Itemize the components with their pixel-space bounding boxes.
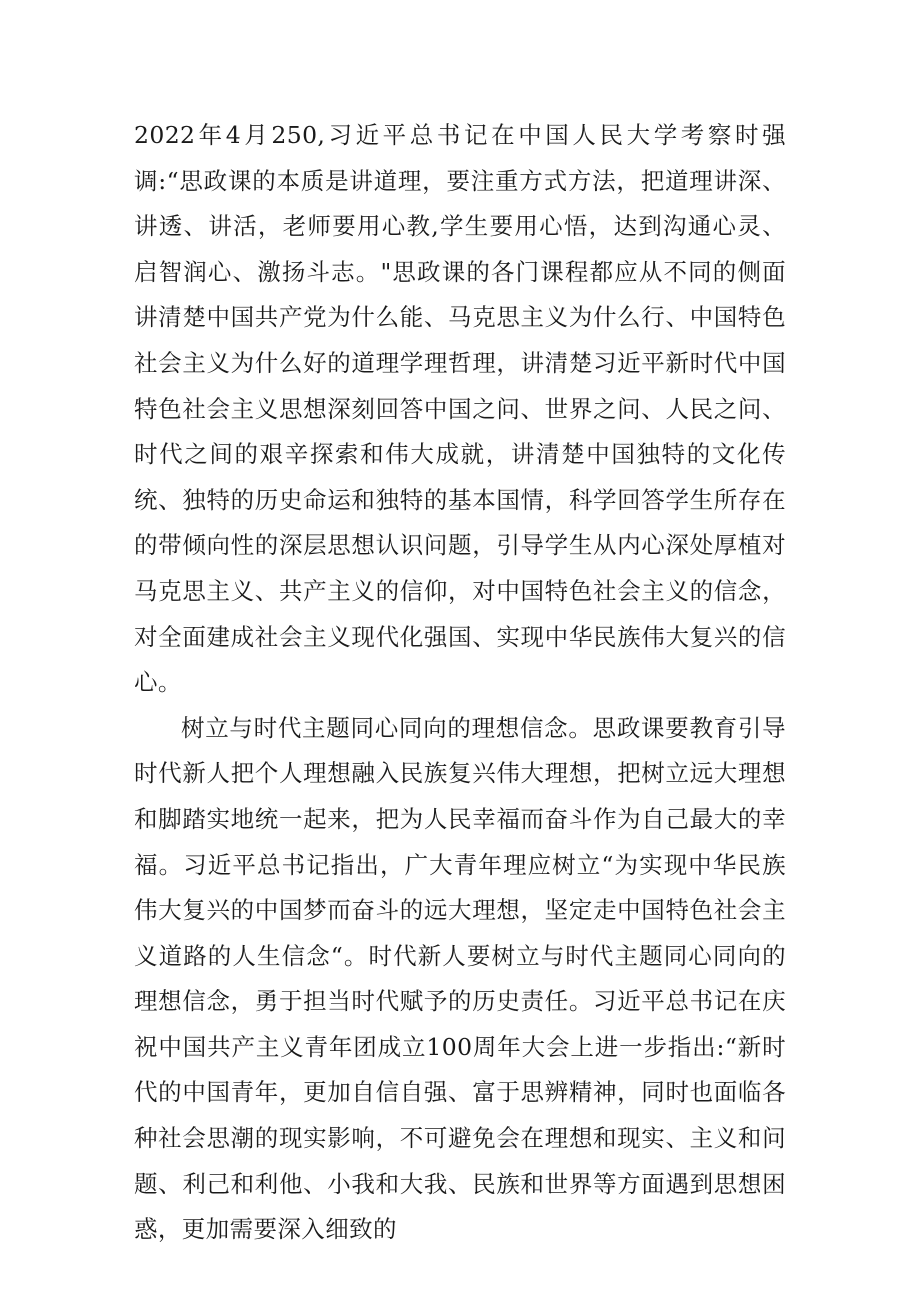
paragraph-1: 2022年4月250,习近平总书记在中国人民大学考察时强调:“思政课的本质是讲道理，要注重方式方法，把道理讲深、讲透、讲活，老师要用心教,学生要用心悟，达到沟通心灵、启智润心、激扬斗志。"思政课的各门课程都应从不同的侧面讲清楚中国共产党为什么能、马克思主义为什么行、中国特色社会主义为什么好的道理学理哲理，讲清楚习近平新时代中国特色社会主义思想深刻回答中国之问、世界之问、人民之问、时代之间的艰辛探索和伟大成就，讲清楚中国独特的文化传统、独特的历史命运和独特的基本国情，科学回答学生所存在的带倾向性的深层思想认识问题，引导学生从内心深处厚植对马克思主义、共产主义的信仰，对中国特色社会主义的信念，对全面建成社会主义现代化强国、实现中华民族伟大复兴的信心。 bbox=[134, 121, 786, 697]
paragraph-2: 树立与时代主题同心同向的理想信念。思政课要教育引导时代新人把个人理想融入民族复兴伟大理想，把树立远大理想和脚踏实地统一起来，把为人民幸福而奋斗作为自己最大的幸福。习近平总书记指出，广大青年理应树立“为实现中华民族伟大复兴的中国梦而奋斗的远大理想，坚定走中国特色社会主义道路的人生信念“。时代新人要树立与时代主题同心同向的理想信念，勇于担当时代赋予的历史责任。习近平总书记在庆祝中国共产主义青年团成立100周年大会上进一步指出:“新时代的中国青年，更加自信自强、富于思辨精神，同时也面临各种社会思潮的现实影响，不可避免会在理想和现实、主义和问题、利己和利他、小我和大我、民族和世界等方面遇到思想困惑，更加需要深入细致的 bbox=[134, 713, 786, 1244]
document-body bbox=[134, 113, 786, 1253]
